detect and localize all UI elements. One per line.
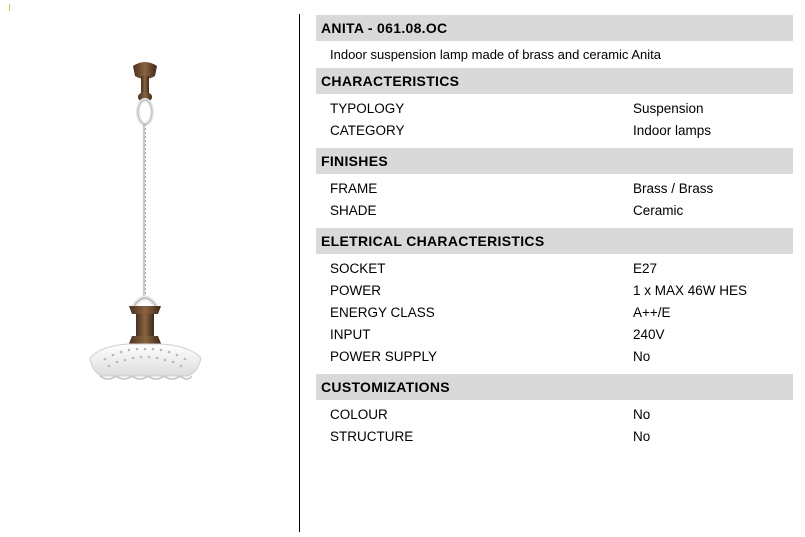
spec-value: Brass / Brass — [633, 181, 714, 196]
spec-key: STRUCTURE — [330, 429, 414, 444]
spec-row — [316, 98, 793, 120]
spec-row — [316, 120, 793, 142]
spec-value: No — [633, 429, 651, 444]
section-finishes — [316, 148, 793, 228]
product-image-pane — [0, 0, 299, 532]
canopy-stem — [141, 76, 149, 94]
spec-key: INPUT — [330, 327, 371, 342]
product-title: ANITA - 061.08.OC — [316, 15, 793, 41]
section-customizations — [316, 374, 793, 454]
spec-value: 1 x MAX 46W HES — [633, 283, 748, 298]
section-title: ELETRICAL CHARACTERISTICS — [316, 228, 793, 254]
spec-row — [316, 426, 793, 448]
spec-key: SOCKET — [330, 261, 386, 276]
spec-row — [316, 302, 793, 324]
spec-value: Ceramic — [633, 203, 684, 218]
spec-value: No — [633, 349, 651, 364]
spec-row — [316, 258, 793, 280]
spec-sheet — [316, 15, 793, 454]
spec-row — [316, 404, 793, 426]
brass-holder — [129, 306, 161, 314]
section-title: CHARACTERISTICS — [316, 68, 793, 94]
spec-key: TYPOLOGY — [330, 101, 405, 116]
spec-value: E27 — [633, 261, 658, 276]
spec-value: Suspension — [633, 101, 704, 116]
spec-key: ENERGY CLASS — [330, 305, 435, 320]
section-title: FINISHES — [316, 148, 793, 174]
spec-key: CATEGORY — [330, 123, 405, 138]
spec-key: SHADE — [330, 203, 377, 218]
spec-row — [316, 346, 793, 368]
spec-value: A++/E — [633, 305, 671, 320]
spec-key: FRAME — [330, 181, 378, 196]
section-characteristics — [316, 68, 793, 148]
spec-row — [316, 178, 793, 200]
spec-key: COLOUR — [330, 407, 388, 422]
spec-row — [316, 324, 793, 346]
spec-value: No — [633, 407, 651, 422]
spec-key: POWER SUPPLY — [330, 349, 438, 364]
spec-row — [316, 200, 793, 222]
product-description: Indoor suspension lamp made of brass and ceramic Anita — [330, 47, 661, 62]
section-title: CUSTOMIZATIONS — [316, 374, 793, 400]
spec-row — [316, 280, 793, 302]
section-electrical — [316, 228, 793, 374]
spec-key: POWER — [330, 283, 382, 298]
spec-value: 240V — [633, 327, 665, 342]
spec-value: Indoor lamps — [633, 123, 712, 138]
vertical-divider — [299, 14, 300, 532]
pendant-lamp-icon — [0, 0, 299, 532]
